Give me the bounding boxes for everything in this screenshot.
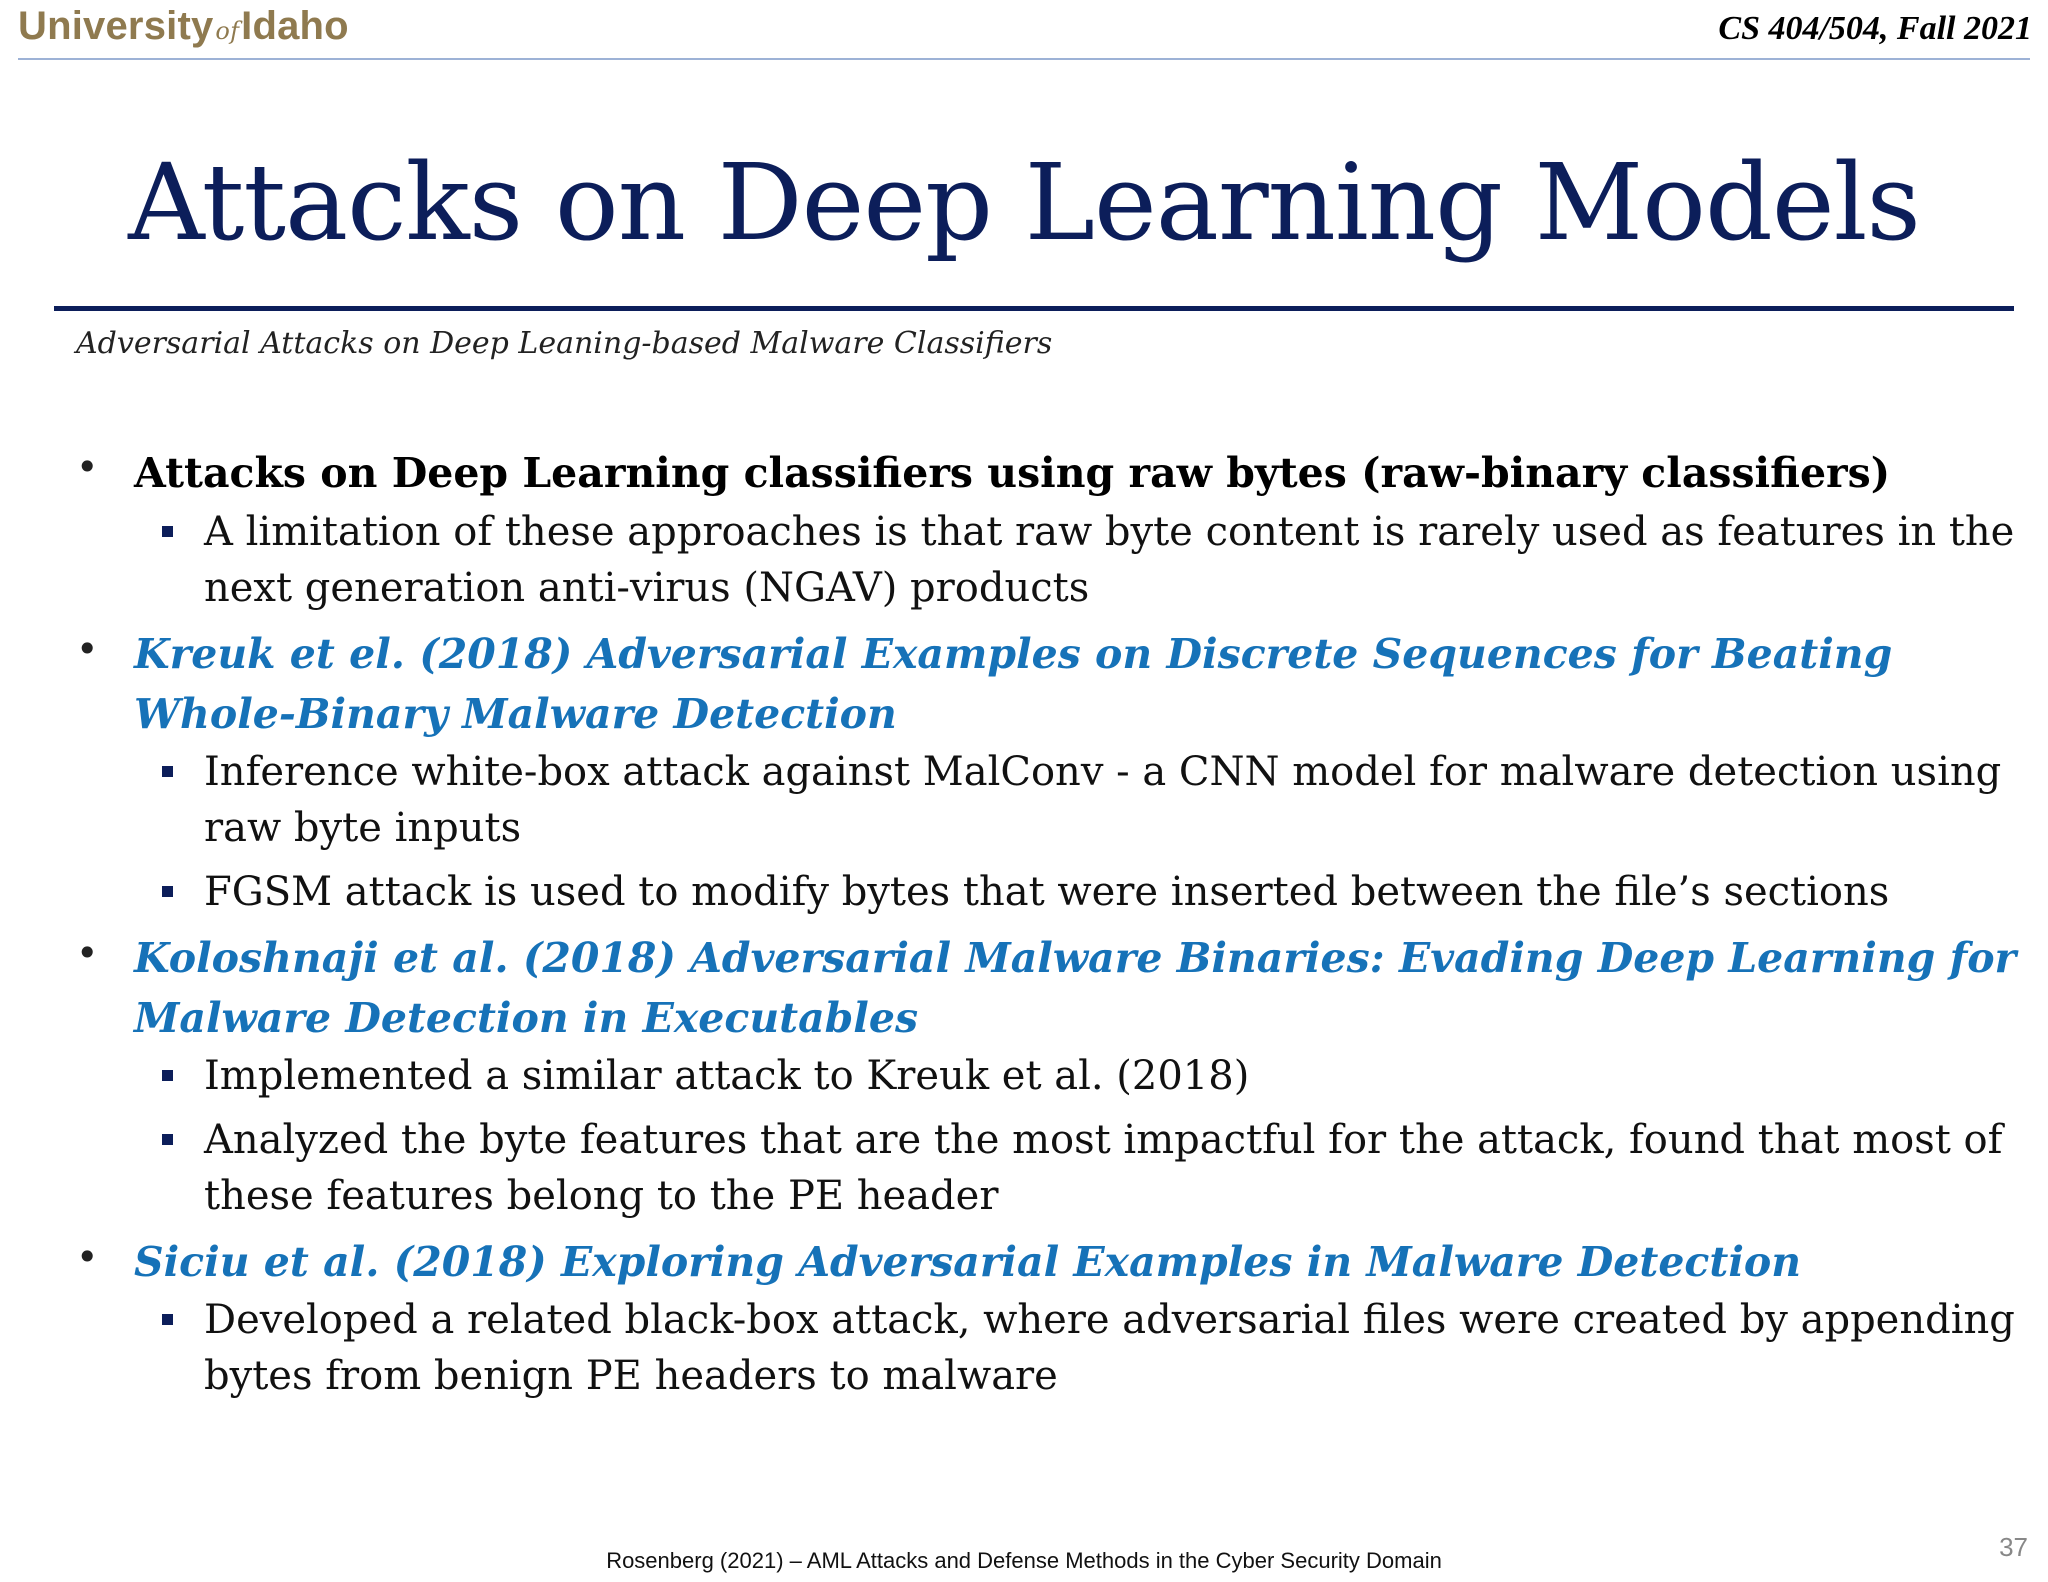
bullet-item xyxy=(70,928,2020,1048)
citation-text: Kreuk et el. (2018) Adversarial Examples on Discrete Sequences for Beating Whole-Binary Malware Detection xyxy=(134,630,1893,738)
sub-bullet-text: Analyzed the byte features that are the most impactful for the attack, found that most of these features belong to the PE header xyxy=(204,1117,2003,1219)
square-bullet-icon xyxy=(162,1314,173,1325)
square-bullet-icon xyxy=(162,1134,173,1145)
sub-bullet-item xyxy=(70,1048,2020,1104)
square-bullet-icon xyxy=(162,1070,173,1081)
slide-title: Attacks on Deep Learning Models xyxy=(128,141,1920,264)
sub-bullet-item xyxy=(70,1112,2020,1224)
sub-bullet-item xyxy=(70,864,2020,920)
sub-bullet-text: A limitation of these approaches is that raw byte content is rarely used as features in the next generation anti-virus (NGAV) products xyxy=(204,509,2015,611)
sub-bullet-text: FGSM attack is used to modify bytes that were inserted between the file’s sections xyxy=(204,869,1890,915)
square-bullet-icon xyxy=(162,886,173,897)
bullet-item xyxy=(70,442,2020,504)
sub-bullet-item xyxy=(70,504,2020,616)
logo-text-idaho: Idaho xyxy=(241,4,349,48)
slide-subtitle: Adversarial Attacks on Deep Leaning-based Malware Classifiers xyxy=(76,326,1053,361)
sub-bullet-text: Inference white-box attack against MalConv - a CNN model for malware detection using raw byte inputs xyxy=(204,749,2002,851)
sub-bullet-item xyxy=(70,744,2020,856)
bullet-dot: • xyxy=(76,627,99,671)
logo-text-of: of xyxy=(215,17,240,45)
square-bullet-icon xyxy=(162,766,173,777)
bullet-dot: • xyxy=(76,931,99,975)
course-label: CS 404/504, Fall 2021 xyxy=(1718,10,2032,47)
title-divider xyxy=(54,306,2014,311)
bullet-list xyxy=(70,442,2020,1412)
sub-bullet-item xyxy=(70,1292,2020,1404)
sub-bullet-text: Implemented a similar attack to Kreuk et al. (2018) xyxy=(204,1053,1250,1099)
bullet-dot: • xyxy=(76,1235,99,1279)
header-divider xyxy=(18,58,2030,60)
bullet-dot: • xyxy=(76,445,99,489)
footer-citation: Rosenberg (2021) – AML Attacks and Defense Methods in the Cyber Security Domain xyxy=(606,1548,1442,1573)
bullet-text: Attacks on Deep Learning classifiers using raw bytes (raw-binary classifiers) xyxy=(134,449,1891,497)
citation-text: Koloshnaji et al. (2018) Adversarial Malware Binaries: Evading Deep Learning for Malware Detection in Executables xyxy=(134,934,2017,1042)
page-number: 37 xyxy=(1999,1532,2028,1562)
bullet-item xyxy=(70,1232,2020,1292)
bullet-item xyxy=(70,624,2020,744)
university-logo xyxy=(18,6,349,46)
square-bullet-icon xyxy=(162,526,173,537)
sub-bullet-text: Developed a related black-box attack, where adversarial files were created by appending bytes from benign PE headers to malware xyxy=(204,1297,2015,1399)
citation-text: Siciu et al. (2018) Exploring Adversarial Examples in Malware Detection xyxy=(134,1238,1802,1286)
logo-text-university: University xyxy=(18,4,214,48)
